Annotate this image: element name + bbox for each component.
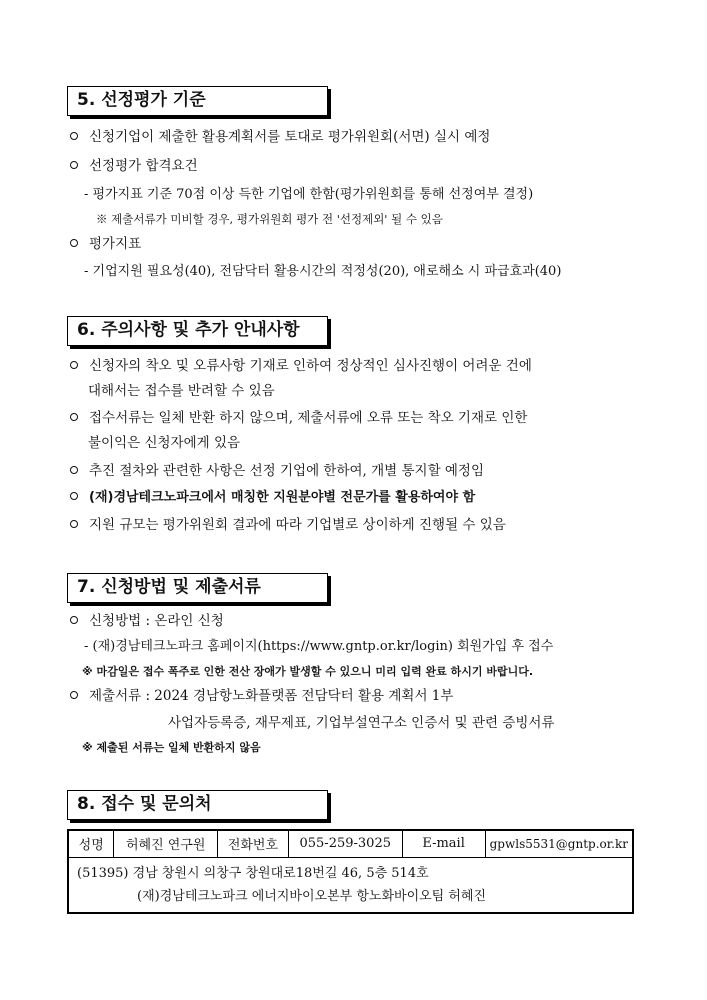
- s6-item-5: [70, 515, 506, 535]
- address-cell: [68, 857, 633, 913]
- s7-line-6: ※ 제출된 서류는 일체 반환하지 않음: [82, 741, 261, 754]
- address-line-1: (51395) 경남 창원시 의창구 창원대로18번길 46, 5층 514호: [77, 865, 429, 881]
- s7-item-documents: [70, 686, 453, 706]
- s5-item-index: [70, 234, 141, 254]
- s7-item-method: [70, 611, 224, 631]
- name-label: 성명: [68, 830, 114, 857]
- s6-item-2: [70, 408, 527, 428]
- s5-line-4: ※ 제출서류가 미비할 경우, 평가위원회 평가 전 '선정제외' 될 수 있음: [96, 212, 443, 226]
- s5-item-requirement: [70, 156, 198, 176]
- circle-bullet-icon: [70, 492, 78, 500]
- circle-bullet-icon: [70, 691, 78, 699]
- section-5-heading: 5. 선정평가 기준: [67, 86, 328, 116]
- s6-line-2b: 불이익은 신청자에게 있음: [88, 435, 241, 451]
- s6-item-4: [70, 488, 475, 508]
- s7-line-1: 신청방법 : 온라인 신청: [89, 613, 224, 629]
- circle-bullet-icon: [70, 466, 78, 474]
- s5-line-6: - 기업지원 필요성(40), 전담닥터 활용시간의 적정성(20), 애로해소 시 파급효과(40): [84, 264, 562, 279]
- s6-line-1b: 대해서는 접수를 반려할 수 있음: [88, 383, 275, 399]
- phone-value: 055-259-3025: [288, 830, 402, 857]
- circle-bullet-icon: [70, 361, 78, 369]
- s7-line-3: ※ 마감일은 접수 폭주로 인한 전산 장애가 발생할 수 있으니 미리 입력 완료 하시기 바랍니다.: [82, 665, 534, 678]
- s7-line-5: 사업자등록증, 재무제표, 기업부설연구소 인증서 및 관련 증빙서류: [168, 715, 555, 731]
- s5-item-evaluation: [70, 127, 490, 147]
- section-7-heading: 7. 신청방법 및 제출서류: [67, 573, 328, 603]
- email-value: gpwls5531@gntp.or.kr: [485, 830, 633, 857]
- s5-line-1: 신청기업이 제출한 활용계획서를 토대로 평가위원회(서면) 실시 예정: [89, 129, 491, 145]
- s7-line-2: - (재)경남테크노파크 홈페이지(https://www.gntp.or.kr/login) 회원가입 후 접수: [84, 639, 554, 654]
- s6-line-4: (재)경남테크노파크에서 매칭한 지원분야별 전문가를 활용하여야 함: [89, 490, 476, 505]
- address-line-2: (재)경남테크노파크 에너지바이오본부 항노화바이오팀 허혜진: [137, 888, 487, 904]
- circle-bullet-icon: [70, 413, 78, 421]
- s6-item-1: [70, 356, 532, 376]
- address-row: [68, 857, 633, 913]
- section-6-heading: 6. 주의사항 및 추가 안내사항: [67, 316, 328, 346]
- s5-line-3: - 평가지표 기준 70점 이상 득한 기업에 한함(평가위원회를 통해 선정여부 결정): [84, 187, 534, 202]
- s6-line-5: 지원 규모는 평가위원회 결과에 따라 기업별로 상이하게 진행될 수 있음: [89, 517, 506, 533]
- circle-bullet-icon: [70, 239, 78, 247]
- contact-row: [68, 830, 633, 857]
- section-8-heading: 8. 접수 및 문의처: [67, 790, 328, 820]
- s6-line-3: 추진 절차와 관련한 사항은 선정 기업에 한하여, 개별 통지할 예정임: [89, 463, 485, 479]
- name-value: 허혜진 연구원: [114, 830, 218, 857]
- circle-bullet-icon: [70, 520, 78, 528]
- s6-item-3: [70, 461, 484, 481]
- contact-table: [67, 829, 634, 914]
- phone-label: 전화번호: [217, 830, 288, 857]
- circle-bullet-icon: [70, 616, 78, 624]
- circle-bullet-icon: [70, 161, 78, 169]
- s6-line-2: 접수서류는 일체 반환 하지 않으며, 제출서류에 오류 또는 착오 기재로 인한: [89, 410, 528, 426]
- circle-bullet-icon: [70, 132, 78, 140]
- s5-line-2: 선정평가 합격요건: [89, 158, 198, 174]
- s5-line-5: 평가지표: [89, 236, 142, 252]
- s7-line-4: 제출서류 : 2024 경남항노화플랫폼 전담닥터 활용 계획서 1부: [89, 688, 454, 704]
- email-label: E-mail: [402, 830, 485, 857]
- s6-line-1: 신청자의 착오 및 오류사항 기재로 인하여 정상적인 심사진행이 어려운 건에: [89, 358, 532, 374]
